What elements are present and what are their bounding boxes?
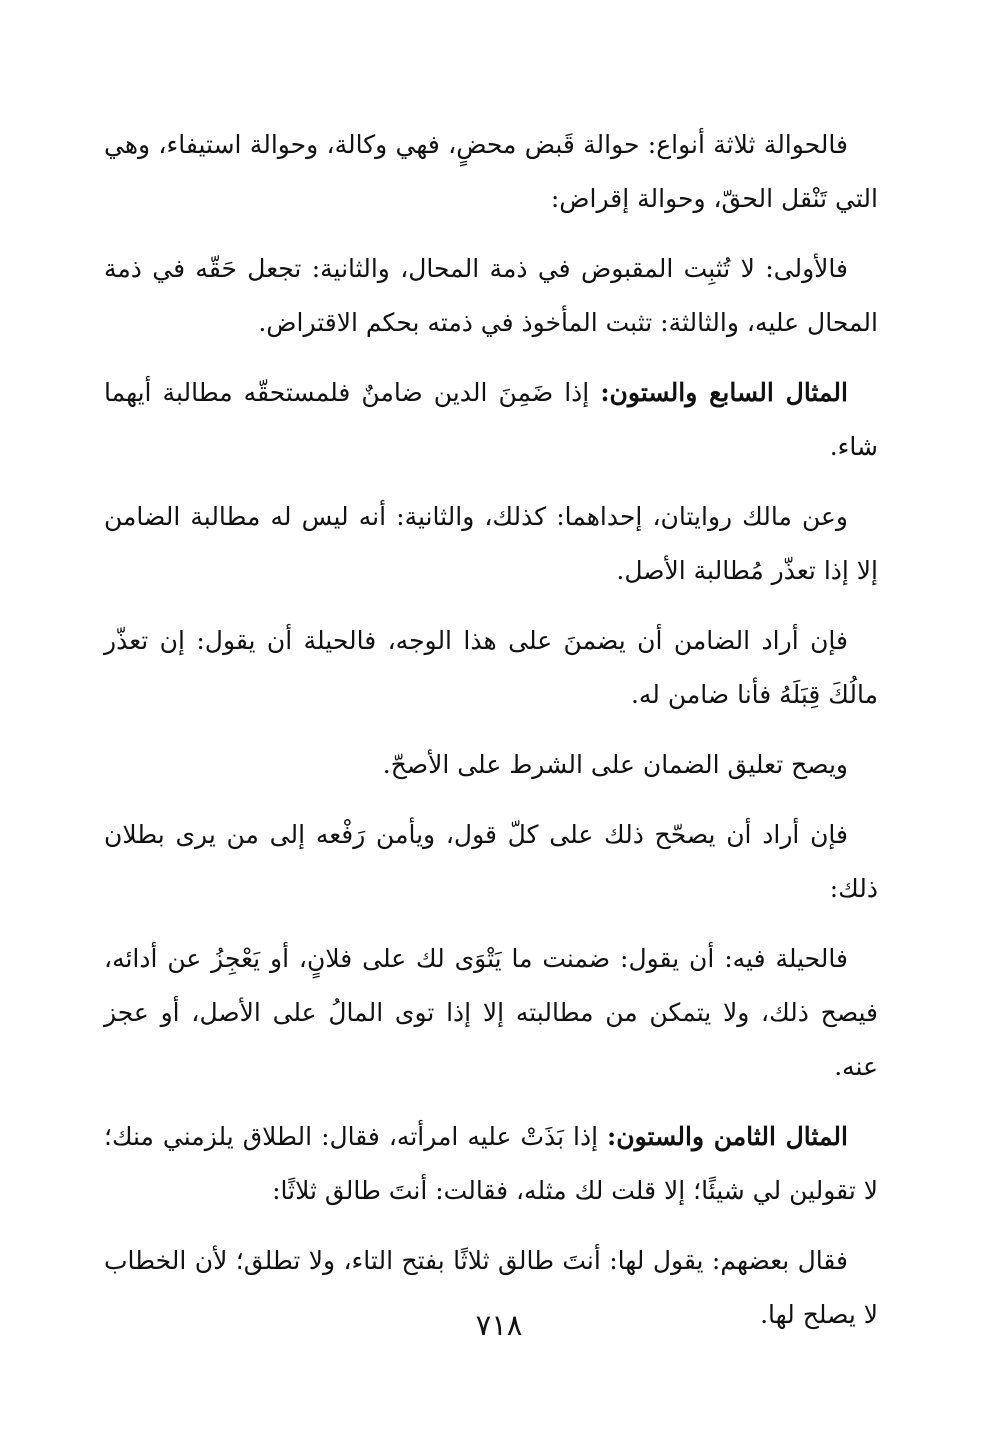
paragraph-text: فقال بعضهم: يقول لها: أنتَ طالق ثلاثًا بفتح التاء، ولا تطلق؛ لأن الخطاب لا يصلح لها.	[104, 1246, 878, 1329]
paragraph-text: فالحيلة فيه: أن يقول: ضمنت ما يَتْوَى لك على فلانٍ، أو يَعْجِزُ عن أدائه، فيصح ذلك، ولا يتمكن من مطالبته إلا إذا توى المالُ على الأصل، أو عجز عنه.	[104, 944, 878, 1081]
paragraph-text: فالأولى: لا تُثبِت المقبوض في ذمة المحال، والثانية: تجعل حَقّه في ذمة المحال عليه، والثالثة: تثبت المأخوذ في ذمته بحكم الاقتراض.	[104, 254, 878, 337]
paragraph	[104, 1110, 878, 1218]
page-number: ٧١٨	[475, 1308, 523, 1342]
paragraph	[104, 738, 878, 792]
paragraph	[104, 932, 878, 1094]
paragraph-text: إذا بَذَتْ عليه امرأته، فقال: الطلاق يلزمني منك؛ لا تقولين لي شيئًا؛ إلا قلت لك مثله، فقالت: أنتَ طالق ثلاثًا:	[104, 1122, 878, 1205]
paragraph-text: ويصح تعليق الضمان على الشرط على الأصحّ.	[382, 750, 848, 779]
paragraph	[104, 366, 878, 474]
paragraph	[104, 808, 878, 916]
paragraph-text: فإن أراد أن يصحّح ذلك على كلّ قول، ويأمن رَفْعه إلى من يرى بطلان ذلك:	[104, 820, 878, 903]
paragraph-heading: المثال السابع والستون:	[600, 378, 848, 407]
paragraph-text: وعن مالك روايتان، إحداهما: كذلك، والثانية: أنه ليس له مطالبة الضامن إلا إذا تعذّر مُطالبة الأصل.	[104, 502, 878, 585]
page-body	[104, 118, 878, 1358]
paragraph	[104, 614, 878, 722]
paragraph-text: إذا ضَمِنَ الدين ضامنٌ فلمستحقّه مطالبة أيهما شاء.	[104, 378, 878, 461]
paragraph	[104, 490, 878, 598]
paragraph	[104, 118, 878, 226]
paragraph-text: فإن أراد الضامن أن يضمنَ على هذا الوجه، فالحيلة أن يقول: إن تعذّر مالُكَ قِبَلَهُ فأنا ضامن له.	[104, 626, 878, 709]
paragraph	[104, 242, 878, 350]
paragraph-text: فالحوالة ثلاثة أنواع: حوالة قَبض محضٍ، فهي وكالة، وحوالة استيفاء، وهي التي تَنْقل الحقّ، وحوالة إقراض:	[104, 130, 878, 213]
paragraph-heading: المثال الثامن والستون:	[607, 1122, 848, 1151]
